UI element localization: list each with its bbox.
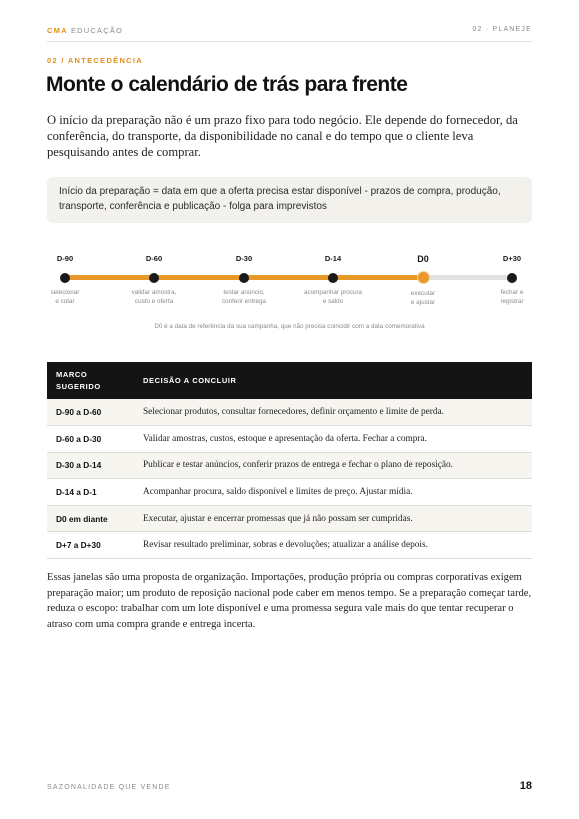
- marco-cell: D-90 a D-60: [47, 399, 134, 426]
- table-row: [47, 452, 532, 479]
- timeline-stop-label: D-30: [235, 254, 253, 263]
- milestones-table: [47, 362, 532, 559]
- column-header-marco: MARCO SUGERIDO: [47, 362, 134, 399]
- decisao-cell: Publicar e testar anúncios, conferir prazos de entrega e fechar o plano de reposição.: [134, 452, 532, 479]
- timeline-stop: [472, 250, 552, 306]
- table-row: [47, 532, 532, 559]
- timeline-note: D0 é a data de referência da sua campanha, que não precisa coincidir com a data comemorativa: [154, 323, 425, 330]
- marco-cell: D-30 a D-14: [47, 452, 134, 479]
- timeline-stop-desc: selecionar e cotar: [50, 289, 80, 305]
- marco-cell: D-60 a D-30: [47, 426, 134, 453]
- formula-box: Início da preparação = data em que a oferta precisa estar disponível - prazos de compra, produção, transporte, conferência e publicação - folga para imprevistos: [47, 177, 532, 223]
- brand-logo: [47, 26, 123, 35]
- page-title: Monte o calendário de trás para frente: [46, 73, 408, 96]
- timeline-stop-label: D-14: [324, 254, 342, 263]
- page-header: [47, 24, 532, 42]
- decisao-cell: Validar amostras, custos, estoque e apresentação da oferta. Fechar a compra.: [134, 426, 532, 453]
- decisao-cell: Selecionar produtos, consultar fornecedores, definir orçamento e limite de perda.: [134, 399, 532, 426]
- timeline-stop-label: D+30: [502, 254, 522, 263]
- timeline-stop-label: D-60: [145, 254, 163, 263]
- brand-rest: EDUCAÇÃO: [70, 26, 124, 35]
- timeline-stop-desc: fechar e registrar: [500, 289, 524, 305]
- marco-cell: D0 em diante: [47, 505, 134, 532]
- decisao-cell: Acompanhar procura, saldo disponível e limites de preço. Ajustar mídia.: [134, 479, 532, 506]
- timeline-dot: [507, 273, 517, 283]
- timeline-stop: [25, 250, 105, 306]
- timeline-dot: [60, 273, 70, 283]
- marco-cell: D+7 a D+30: [47, 532, 134, 559]
- timeline-stop: [204, 250, 284, 306]
- brand-strong: CMA: [47, 26, 68, 35]
- timeline-stop-label: D0: [417, 254, 429, 264]
- timeline-dot: [239, 273, 249, 283]
- marco-cell: D-14 a D-1: [47, 479, 134, 506]
- timeline-stop-label: D-90: [56, 254, 74, 263]
- decisao-cell: Revisar resultado preliminar, sobras e devoluções; atualizar a análise depois.: [134, 532, 532, 559]
- timeline-stop-current: [383, 250, 463, 307]
- table-row: [47, 479, 532, 506]
- section-kicker: 02 / ANTECEDÊNCIA: [47, 56, 144, 65]
- table-row: [47, 505, 532, 532]
- timeline-stop-desc: testar anúncio, conferir entrega: [221, 289, 267, 305]
- page-number: 18: [519, 780, 532, 792]
- table-header-row: [47, 362, 532, 399]
- column-header-decisao: DECISÃO A CONCLUIR: [134, 362, 532, 399]
- section-reference: 02 · PLANEJE: [472, 26, 532, 33]
- intro-paragraph: O início da preparação não é um prazo fixo para todo negócio. Ele depende do fornecedor, da conferência, do transporte, da disponibilidade no canal e do tempo que o cliente leva pesquisando antes de comprar.: [47, 113, 518, 159]
- timeline-stop-desc: executar e ajustar: [410, 290, 436, 306]
- table-row: [47, 426, 532, 453]
- closing-paragraph: Essas janelas são uma proposta de organização. Importações, produção própria ou compras corporativas exigem preparação maior; um produto de reposição nacional pode caber em menos tempo. Se a preparação começar tarde, reduza o escopo: trabalhar com um lote disponível e uma promessa segura vale mais do que tentar recuperar o atraso com uma compra grande e entrega incerta.: [47, 572, 532, 630]
- timeline-dot: [149, 273, 159, 283]
- timeline-stop-desc: validar amostra, custo e oferta: [131, 289, 177, 305]
- decisao-cell: Executar, ajustar e encerrar promessas que já não possam ser cumpridas.: [134, 505, 532, 532]
- timeline-current-dot: [417, 271, 430, 284]
- footer-book-title: SAZONALIDADE QUE VENDE: [47, 784, 171, 791]
- timeline: [47, 250, 532, 340]
- timeline-stop: [293, 250, 373, 306]
- timeline-dot: [328, 273, 338, 283]
- timeline-stop-desc: acompanhar procura e saldo: [303, 289, 363, 305]
- table-row: [47, 399, 532, 426]
- timeline-stop: [114, 250, 194, 306]
